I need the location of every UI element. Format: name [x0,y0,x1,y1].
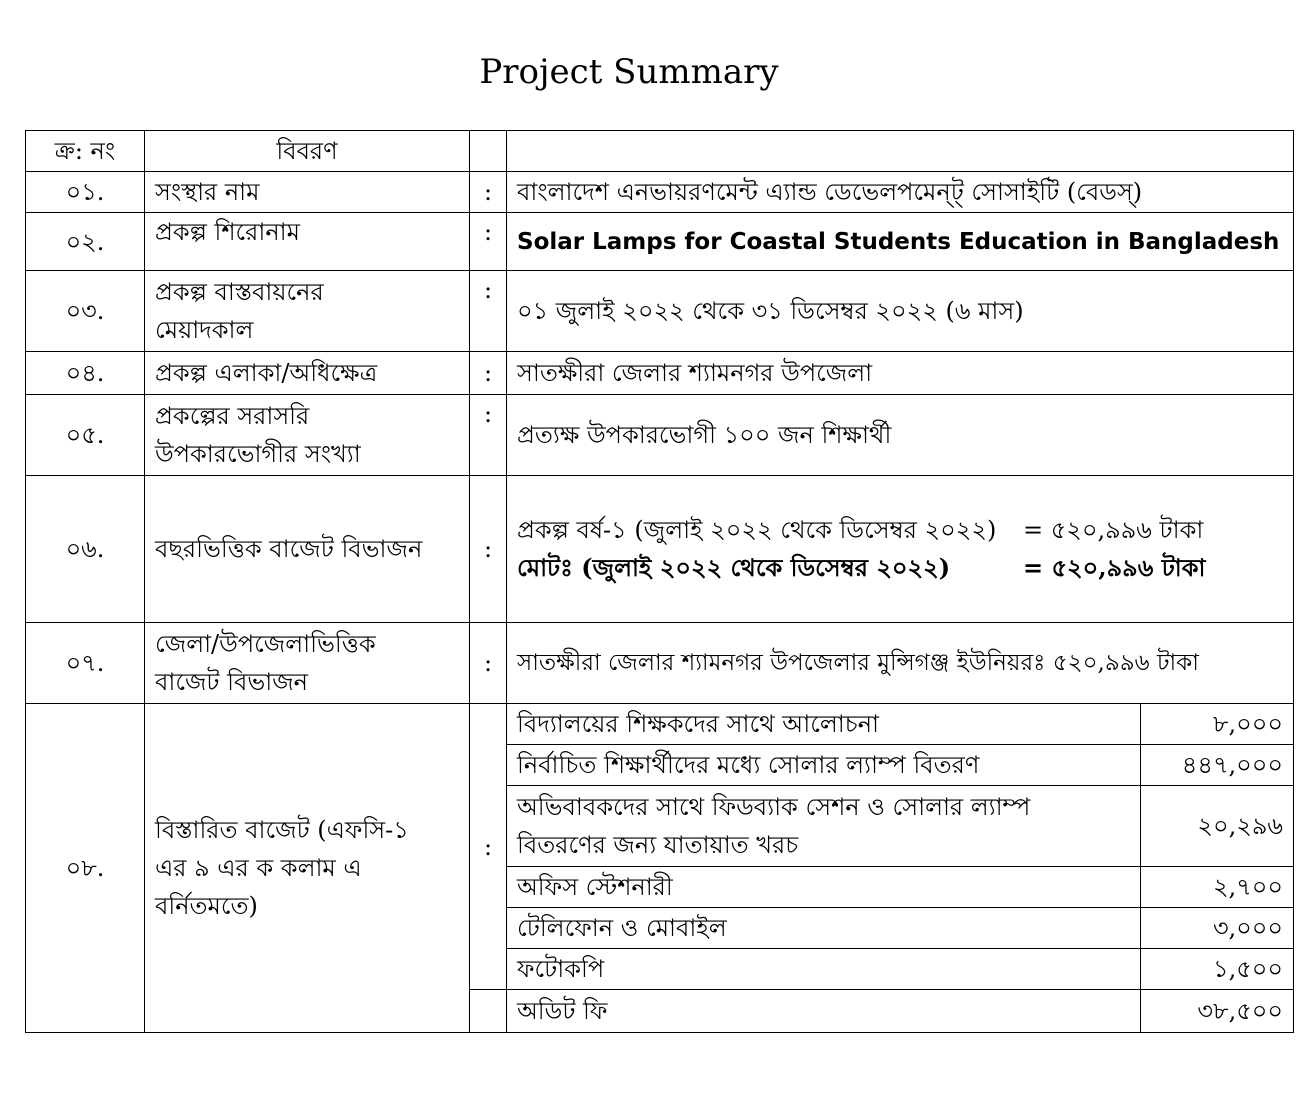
table-row [26,395,1294,476]
budget-amount: ৩,০০০ [1141,908,1294,949]
budget-amount: ৩৮,৫০০ [1141,990,1294,1033]
label-line: প্রকল্পের সরাসরি [155,402,310,430]
label-cell: প্রকল্প শিরোনাম [145,213,470,271]
label-cell: বছরভিত্তিক বাজেট বিভাজন [145,476,470,623]
budget-line-year1 [517,511,1283,549]
colon-cell: : [470,623,507,704]
table-row [26,213,1294,271]
colon-cell: : [470,476,507,623]
project-title: Solar Lamps for Coastal Students Education in Bangladesh [507,213,1294,271]
serial-cell: ০৫. [26,395,145,476]
budget-item [507,786,1141,867]
budget-item-line: অভিবাবকদের সাথে ফিডব্যাক সেশন ও সোলার ল্যাম্প [517,793,1031,821]
header-serial: ক্র: নং [26,131,145,172]
serial-cell: ০৬. [26,476,145,623]
table-row [26,476,1294,623]
serial-cell: ০৪. [26,352,145,395]
serial-cell: ০১. [26,172,145,213]
empty-colon-cell [470,990,507,1033]
budget-line-amount: = ৫২০,৯৯৬ টাকা [1023,516,1204,544]
organization-name: বাংলাদেশ এনভায়রণমেন্ট এ্যান্ড ডেভেলপমেন্ট্ সোসাইটি (বেডস্) [507,172,1294,213]
table-row [26,352,1294,395]
header-colon [470,131,507,172]
header-description: বিবরণ [145,131,470,172]
serial-cell: ০৭. [26,623,145,704]
colon-cell: : [470,172,507,213]
table-row [26,271,1294,352]
budget-line-label: মোটঃ (জুলাই ২০২২ থেকে ডিসেম্বর ২০২২) [517,553,951,582]
label-cell [145,623,470,704]
label-cell [145,271,470,352]
budget-amount: ২,৭০০ [1141,867,1294,908]
page-title: Project Summary [479,52,779,92]
header-row [26,131,1294,172]
project-summary-table [25,130,1294,1033]
budget-item: নির্বাচিত শিক্ষার্থীদের মধ্যে সোলার ল্যাম্প বিতরণ [507,745,1141,786]
colon-cell: : [470,352,507,395]
label-line: বাজেট বিভাজন [155,668,309,696]
serial-cell: ০৩. [26,271,145,352]
label-line: এর ৯ এর ক কলাম এ [155,854,362,882]
budget-item: অডিট ফি [507,990,1141,1033]
yearly-budget-cell [507,476,1294,623]
colon-cell: : [470,213,507,271]
label-cell [145,704,470,1033]
budget-item: বিদ্যালয়ের শিক্ষকদের সাথে আলোচনা [507,704,1141,745]
label-line: মেয়াদকাল [155,316,254,344]
serial-cell: ০৮. [26,704,145,1033]
project-duration: ০১ জুলাই ২০২২ থেকে ৩১ ডিসেম্বর ২০২২ (৬ মাস) [507,271,1294,352]
colon-cell: : [470,704,507,990]
budget-item-row [26,704,1294,745]
colon-cell: : [470,395,507,476]
table-row [26,623,1294,704]
district-budget: সাতক্ষীরা জেলার শ্যামনগর উপজেলার মুন্সিগঞ্জ ইউনিয়রঃ ৫২০,৯৯৬ টাকা [507,623,1294,704]
budget-item-line: বিতরণের জন্য যাতায়াত খরচ [517,831,799,859]
label-cell: সংস্থার নাম [145,172,470,213]
colon-cell: : [470,271,507,352]
budget-item: টেলিফোন ও মোবাইল [507,908,1141,949]
budget-amount: ৮,০০০ [1141,704,1294,745]
label-cell [145,395,470,476]
budget-item: অফিস স্টেশনারী [507,867,1141,908]
budget-amount: ৪৪৭,০০০ [1141,745,1294,786]
label-line: উপকারভোগীর সংখ্যা [155,440,361,468]
budget-item: ফটোকপি [507,949,1141,990]
budget-line-total [517,549,1283,587]
budget-amount: ২০,২৯৬ [1141,786,1294,867]
project-area: সাতক্ষীরা জেলার শ্যামনগর উপজেলা [507,352,1294,395]
serial-cell: ০২. [26,213,145,271]
header-value [507,131,1294,172]
label-cell: প্রকল্প এলাকা/অধিক্ষেত্র [145,352,470,395]
budget-amount: ১,৫০০ [1141,949,1294,990]
budget-line-amount: = ৫২০,৯৯৬ টাকা [1023,553,1206,582]
table-row [26,172,1294,213]
label-line: প্রকল্প বাস্তবায়নের [155,278,324,306]
label-line: জেলা/উপজেলাভিত্তিক [155,630,376,658]
budget-line-label: প্রকল্প বর্ষ-১ (জুলাই ২০২২ থেকে ডিসেম্বর ২০২২) [517,516,997,544]
beneficiary-count: প্রত্যক্ষ উপকারভোগী ১০০ জন শিক্ষার্থী [507,395,1294,476]
label-line: বর্নিতমতে) [155,892,258,920]
label-line: বিস্তারিত বাজেট (এফসি-১ [155,816,409,844]
